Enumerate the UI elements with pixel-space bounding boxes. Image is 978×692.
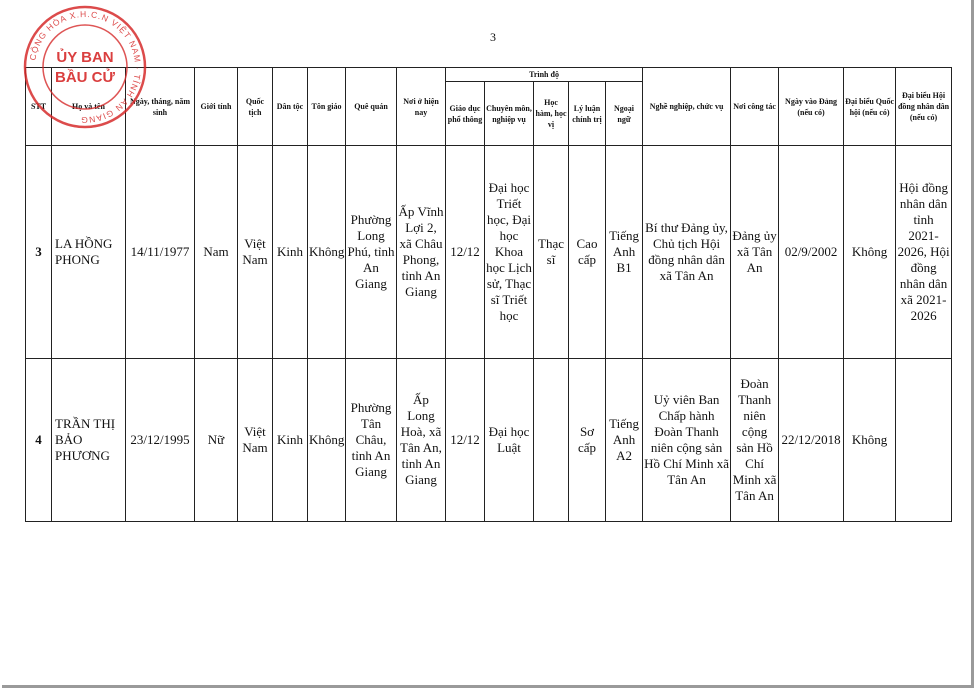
cell-name: TRẦN THỊ BẢO PHƯƠNG	[52, 359, 126, 522]
cell-hometown: Phường Long Phú, tỉnh An Giang	[346, 146, 397, 359]
header-na-delegate: Đại biểu Quốc hội (nếu có)	[844, 68, 896, 146]
cell-council-delegate: Hội đồng nhân dân tỉnh 2021-2026, Hội đồng nhân dân xã 2021-2026	[896, 146, 952, 359]
cell-workplace: Đảng ủy xã Tân An	[731, 146, 779, 359]
cell-nationality: Việt Nam	[238, 359, 273, 522]
cell-na-delegate: Không	[844, 359, 896, 522]
header-religion: Tôn giáo	[308, 68, 346, 146]
cell-dob: 23/12/1995	[126, 359, 195, 522]
cell-workplace: Đoàn Thanh niên cộng sản Hồ Chí Minh xã Tân An	[731, 359, 779, 522]
table-row	[26, 359, 952, 522]
cell-general-edu: 12/12	[446, 359, 485, 522]
header-general-edu: Giáo dục phổ thông	[446, 82, 485, 146]
cell-stt: 3	[26, 146, 52, 359]
header-occupation: Nghề nghiệp, chức vụ	[643, 68, 731, 146]
cell-specialty: Đại học Luật	[485, 359, 534, 522]
cell-ethnicity: Kinh	[273, 146, 308, 359]
header-education-group: Trình độ	[446, 68, 643, 82]
cell-dob: 14/11/1977	[126, 146, 195, 359]
election-committee-stamp	[20, 2, 150, 132]
table-row	[26, 146, 952, 359]
header-specialty: Chuyên môn, nghiệp vụ	[485, 82, 534, 146]
cell-general-edu: 12/12	[446, 146, 485, 359]
cell-gender: Nam	[195, 146, 238, 359]
cell-gender: Nữ	[195, 359, 238, 522]
header-council-delegate: Đại biểu Hội đồng nhân dân (nếu có)	[896, 68, 952, 146]
cell-occupation: Bí thư Đảng ủy, Chủ tịch Hội đồng nhân dân xã Tân An	[643, 146, 731, 359]
cell-religion: Không	[308, 359, 346, 522]
cell-occupation: Uỷ viên Ban Chấp hành Đoàn Thanh niên cộng sản Hồ Chí Minh xã Tân An	[643, 359, 731, 522]
header-political: Lý luận chính trị	[569, 82, 606, 146]
header-gender: Giới tính	[195, 68, 238, 146]
header-party-date: Ngày vào Đảng (nếu có)	[779, 68, 844, 146]
cell-stt: 4	[26, 359, 52, 522]
stamp-line-2: BẦU CỬ	[55, 69, 115, 86]
header-name: Họ và tên	[52, 68, 126, 146]
header-nationality: Quốc tịch	[238, 68, 273, 146]
candidate-table	[25, 67, 952, 522]
cell-party-date: 02/9/2002	[779, 146, 844, 359]
cell-nationality: Việt Nam	[238, 146, 273, 359]
cell-political: Sơ cấp	[569, 359, 606, 522]
cell-name: LA HỒNG PHONG	[52, 146, 126, 359]
header-language: Ngoại ngữ	[606, 82, 643, 146]
cell-academic	[534, 359, 569, 522]
header-academic: Học hàm, học vị	[534, 82, 569, 146]
header-residence: Nơi ở hiện nay	[397, 68, 446, 146]
cell-language: Tiếng Anh B1	[606, 146, 643, 359]
header-ethnicity: Dân tộc	[273, 68, 308, 146]
page-number: 3	[490, 30, 496, 44]
cell-residence: Ấp Long Hoà, xã Tân An, tỉnh An Giang	[397, 359, 446, 522]
cell-religion: Không	[308, 146, 346, 359]
header-hometown: Quê quán	[346, 68, 397, 146]
cell-language: Tiếng Anh A2	[606, 359, 643, 522]
cell-ethnicity: Kinh	[273, 359, 308, 522]
header-workplace: Nơi công tác	[731, 68, 779, 146]
header-dob: Ngày, tháng, năm sinh	[126, 68, 195, 146]
cell-party-date: 22/12/2018	[779, 359, 844, 522]
header-stt: STT	[26, 68, 52, 146]
svg-text:CỘNG HÒA X.H.C.N VIỆT NAM · TỈ	[27, 9, 143, 125]
cell-academic: Thạc sĩ	[534, 146, 569, 359]
cell-na-delegate: Không	[844, 146, 896, 359]
cell-residence: Ấp Vĩnh Lợi 2, xã Châu Phong, tỉnh An Giang	[397, 146, 446, 359]
cell-specialty: Đại học Triết học, Đại học Khoa học Lịch sử, Thạc sĩ Triết học	[485, 146, 534, 359]
cell-hometown: Phường Tân Châu, tỉnh An Giang	[346, 359, 397, 522]
stamp-line-1: ỦY BAN	[56, 49, 114, 66]
stamp-ring-text: CỘNG HÒA X.H.C.N VIỆT NAM · TỈNH AN GIANG	[27, 8, 144, 126]
cell-political: Cao cấp	[569, 146, 606, 359]
cell-council-delegate	[896, 359, 952, 522]
document-page	[2, 0, 974, 688]
